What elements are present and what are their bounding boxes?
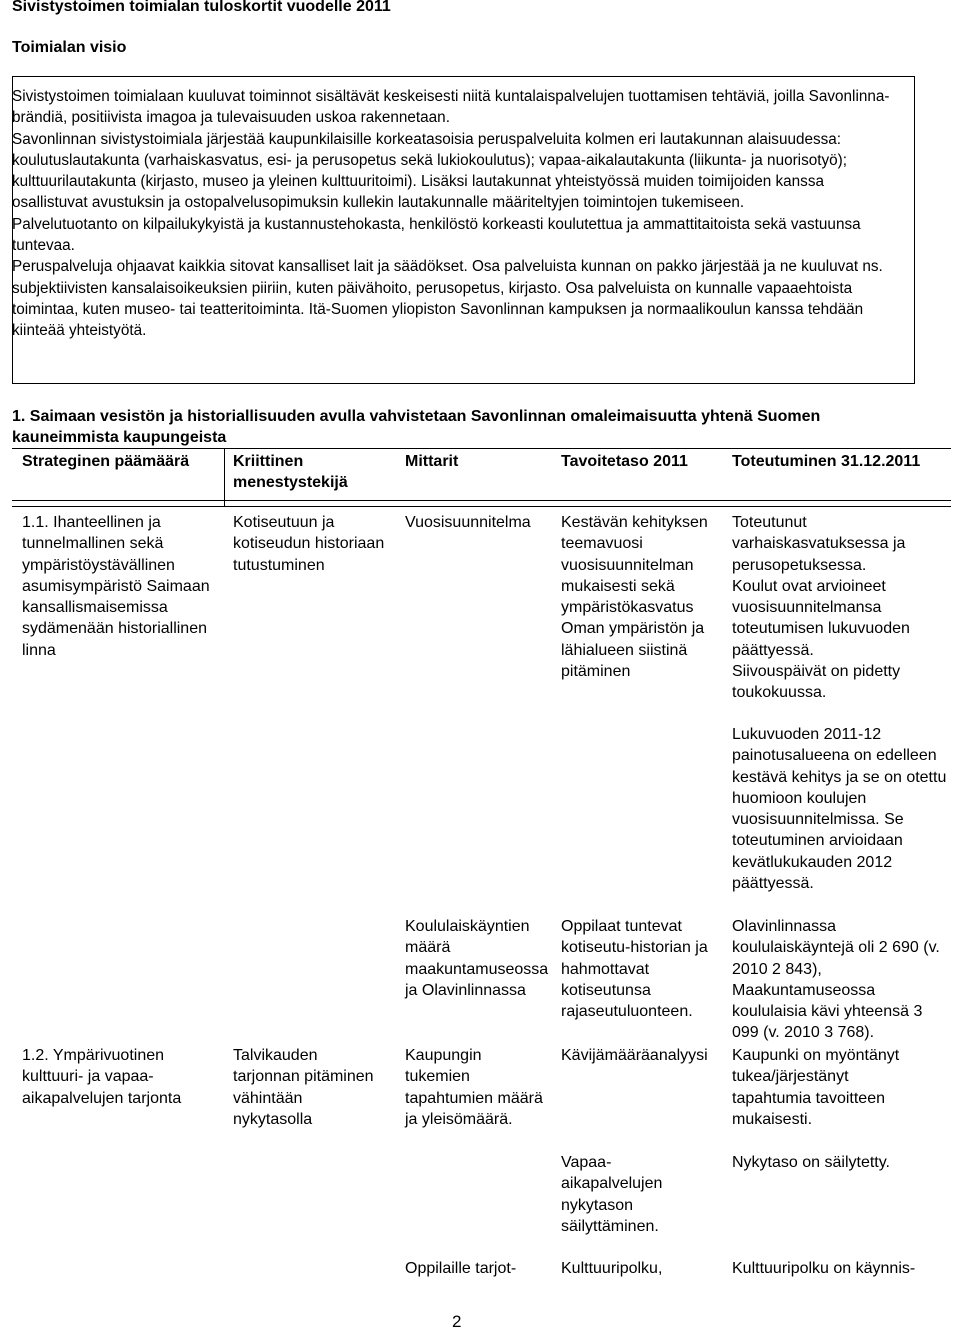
result-text: Siivouspäivät on pidetty toukokuussa. [732,663,901,702]
result-1-2-c: Kulttuuripolku on käynnis- [732,1260,916,1277]
header-realization: Toteutuminen 31.12.2011 [732,453,921,470]
table-col-divider [224,448,225,506]
factor-1-1: Kotiseutuun ja kotiseudun historiaan tutustuminen [233,514,385,574]
result-text: Toteutunut varhaiskasvatuksessa ja perusopetuksessa. [732,514,906,574]
header-target-2011: Tavoitetaso 2011 [561,453,688,470]
vision-paragraph: Peruspalveluja ohjaavat kaikkia sitovat kansalliset lait ja säädökset. Osa palveluista kunnan on pakko järjestää ja ne kuuluvat ns. subjektiivisten kansalaisoikeuksien piiriin, kuten päivähoito, perusopetus, kirjasto. Osa palveluista on kunnalle vapaaehtoista toimintaa, kuten museo- tai teatteritoiminta. Itä-Suomen yliopiston Savonlinnan kampuksen ja normaalikoulun kanssa tehdään kiinteää yhteistyötä. [12,258,883,340]
document-title: Sivistystoimen toimialan tuloskortit vuodelle 2011 [12,0,391,15]
target-text: Oman ympäristön ja lähialueen siistinä pitäminen [561,620,705,681]
header-strategic-goal: Strateginen päämäärä [22,453,190,470]
metric-1-2-c: Oppilaille tarjot- [405,1260,517,1277]
header-critical-factor: Kriittinen menestystekijä [233,453,348,491]
section-heading: 1. Saimaan vesistön ja historiallisuuden avulla vahvistetaan Savonlinnan omaleimaisuutta yhtenä Suomen kauneimmista kaupungeista [12,408,821,446]
vision-text [12,86,902,342]
vision-paragraph: Savonlinnan sivistystoimiala järjestää kaupunkilaisille korkeatasoisia peruspalveluita kolmen eri lautakunnan alaisuudessa: koulutuslautakunta (varhaiskasvatus, esi- ja perusopetus sekä lukiokoulutus); vapaa-aikalautakunta (liikunta- ja nuorisotyö); kulttuurilautakunta (kirjasto, museo ja yleinen kulttuuritoimi). Lisäksi lautakunnat yhteistyössä muiden toimijoiden kanssa osallistuvat avustuksin ja ostopalvelusopimuksin kullekin lautakunnalle määriteltyjen toimintojen tukemiseen. [12,130,847,212]
table-header-rule [12,500,951,501]
page-number: 2 [452,1312,462,1331]
header-metrics: Mittarit [405,453,459,470]
vision-heading: Toimialan visio [12,39,127,56]
target-1-1-a [561,512,711,682]
factor-1-2: Talvikauden tarjonnan pitäminen vähintään nykytasolla [233,1047,374,1128]
vision-paragraph: Palvelutuotanto on kilpailukykyistä ja kustannustehokasta, henkilöstö korkeasti koulutettua ja ammattitaitoista sekä vastuunsa tuntevaa. [12,215,861,255]
metric-1-2-a: Kaupungin tukemien tapahtumien määrä ja yleisömäärä. [405,1047,543,1128]
table-top-rule [12,448,951,449]
target-1-2-a: Kävijämääräanalyysi [561,1047,708,1064]
target-1-2-b: Vapaa-aikapalvelujen nykytason säilyttäminen. [561,1154,663,1235]
target-1-1-b: Oppilaat tuntevat kotiseutu-historian ja hahmottavat kotiseutunsa rajaseutuluonteen. [561,918,708,1021]
table-row-rule [12,506,951,507]
result-1-2-a: Kaupunki on myöntänyt tukea/järjestänyt tapahtumia tavoitteen mukaisesti. [732,1047,900,1128]
result-1-1-c: Olavinlinnassa koululaiskäyntejä oli 2 690 (v. 2010 2 843), Maakuntamuseossa koululaisia kävi yhteensä 3 099 (v. 2010 3 768). [732,918,940,1042]
target-1-2-c: Kulttuuripolku, [561,1260,663,1277]
result-1-1-a [732,512,947,704]
target-text: Kestävän kehityksen teemavuosi vuosisuunnitelman mukaisesti sekä ympäristökasvatus [561,514,708,617]
vision-paragraph: Sivistystoimen toimialaan kuuluvat toiminnot sisältävät keskeisesti niitä kuntalaispalvelujen tuottamisen tehtäviä, joilla Savonlinna-brändiä, positiivista imagoa ja tulevaisuuden uskoa rakennetaan. [12,88,890,127]
goal-1-1: 1.1. Ihanteellinen ja tunnelmallinen sekä ympäristöystävällinen asumisympäristö Saimaan kansallismaisemissa sydämenään historiallinen linna [22,514,210,659]
metric-1-1-b: Koululaiskäyntien määrä maakuntamuseossa ja Olavinlinnassa [405,918,549,999]
result-1-1-b: Lukuvuoden 2011-12 painotusalueena on edelleen kestävä kehitys ja se on otettu huomioon koulujen vuosisuunnitelmissa. Se toteutuminen arvioidaan kevätlukukauden 2012 päättyessä. [732,726,947,893]
result-1-2-b: Nykytaso on säilytetty. [732,1154,890,1171]
result-text: Koulut ovat arvioineet vuosisuunnitelmansa toteutumisen lukuvuoden päättyessä. [732,577,910,659]
goal-1-2: 1.2. Ympärivuotinen kulttuuri- ja vapaa-aikapalvelujen tarjonta [22,1047,182,1107]
metric-1-1-a: Vuosisuunnitelma [405,514,531,531]
